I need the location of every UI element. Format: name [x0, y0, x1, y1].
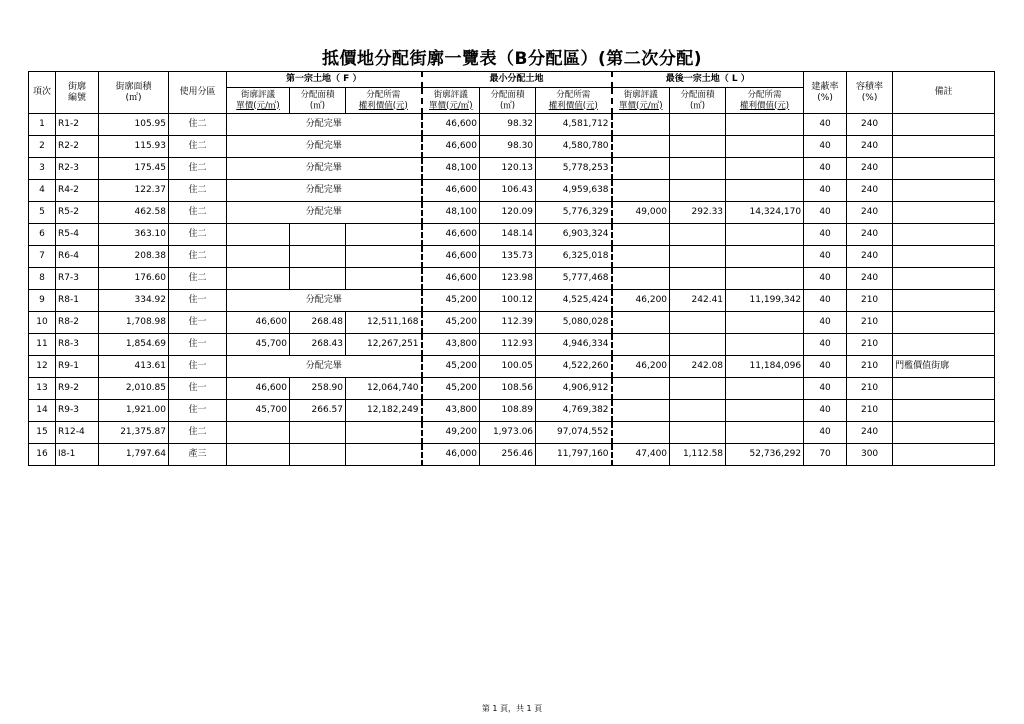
cell-first-price — [227, 224, 290, 246]
cell-last-value — [726, 312, 804, 334]
cell-far: 210 — [847, 290, 893, 312]
cell-item-no: 6 — [29, 224, 56, 246]
cell-first-price — [227, 444, 290, 466]
cell-last-area — [670, 136, 726, 158]
cell-coverage: 40 — [804, 114, 847, 136]
cell-last-value: 11,184,096 — [726, 356, 804, 378]
table-row — [29, 422, 995, 444]
cell-far: 240 — [847, 246, 893, 268]
cell-zone: 住一 — [169, 378, 227, 400]
cell-first-value: 12,064,740 — [346, 378, 422, 400]
cell-last-price — [612, 180, 670, 202]
cell-block-area: 1,854.69 — [99, 334, 169, 356]
cell-first-value — [346, 246, 422, 268]
cell-coverage: 40 — [804, 334, 847, 356]
cell-min-price: 46,600 — [422, 180, 480, 202]
cell-min-value: 4,906,912 — [536, 378, 612, 400]
cell-far: 240 — [847, 268, 893, 290]
cell-min-value: 4,525,424 — [536, 290, 612, 312]
cell-last-price — [612, 422, 670, 444]
header-block-no: 街廓 編號 — [56, 72, 99, 114]
cell-min-area: 135.73 — [480, 246, 536, 268]
cell-last-value — [726, 422, 804, 444]
cell-block-area: 122.37 — [99, 180, 169, 202]
header-l-value: 分配所需 權利價值(元) — [726, 88, 804, 114]
table-header — [29, 72, 995, 114]
cell-first-value: 12,511,168 — [346, 312, 422, 334]
cell-zone: 住一 — [169, 312, 227, 334]
cell-coverage: 40 — [804, 422, 847, 444]
cell-first-area — [290, 444, 346, 466]
cell-block-area: 1,708.98 — [99, 312, 169, 334]
cell-block-area: 176.60 — [99, 268, 169, 290]
cell-last-price: 46,200 — [612, 290, 670, 312]
cell-last-area — [670, 312, 726, 334]
cell-min-value: 4,946,334 — [536, 334, 612, 356]
cell-coverage: 70 — [804, 444, 847, 466]
cell-min-price: 45,200 — [422, 312, 480, 334]
cell-block-area: 413.61 — [99, 356, 169, 378]
cell-min-price: 43,800 — [422, 400, 480, 422]
table-row — [29, 180, 995, 202]
table-row — [29, 114, 995, 136]
cell-block-no: R8-3 — [56, 334, 99, 356]
cell-last-value — [726, 224, 804, 246]
cell-last-value — [726, 400, 804, 422]
cell-min-price: 46,600 — [422, 224, 480, 246]
cell-min-value: 4,581,712 — [536, 114, 612, 136]
header-far: 容積率 (%) — [847, 72, 893, 114]
table-row — [29, 224, 995, 246]
table-body — [29, 114, 995, 466]
cell-block-no: R9-3 — [56, 400, 99, 422]
cell-first-value — [346, 422, 422, 444]
cell-zone: 住二 — [169, 202, 227, 224]
cell-block-no: R4-2 — [56, 180, 99, 202]
cell-block-no: R12-4 — [56, 422, 99, 444]
cell-block-area: 462.58 — [99, 202, 169, 224]
cell-block-area: 105.95 — [99, 114, 169, 136]
header-m-area: 分配面積 (㎡) — [480, 88, 536, 114]
cell-far: 210 — [847, 400, 893, 422]
cell-min-price: 48,100 — [422, 202, 480, 224]
cell-first-price — [227, 246, 290, 268]
cell-last-value — [726, 114, 804, 136]
cell-min-price: 46,600 — [422, 246, 480, 268]
cell-last-area — [670, 246, 726, 268]
cell-item-no: 16 — [29, 444, 56, 466]
cell-min-area: 148.14 — [480, 224, 536, 246]
cell-block-no: I8-1 — [56, 444, 99, 466]
cell-far: 210 — [847, 312, 893, 334]
cell-min-value: 97,074,552 — [536, 422, 612, 444]
page-footer: 第 1 頁，共 1 頁 — [481, 704, 543, 713]
cell-last-area — [670, 158, 726, 180]
cell-item-no: 7 — [29, 246, 56, 268]
header-m-price: 街廓評議 單價(元/㎡) — [422, 88, 480, 114]
cell-first-price: 46,600 — [227, 378, 290, 400]
cell-far: 240 — [847, 180, 893, 202]
cell-remarks — [893, 114, 995, 136]
cell-coverage: 40 — [804, 136, 847, 158]
cell-min-area: 108.56 — [480, 378, 536, 400]
header-l-price: 街廓評議 單價(元/㎡) — [612, 88, 670, 114]
cell-min-area: 1,973.06 — [480, 422, 536, 444]
cell-zone: 住二 — [169, 268, 227, 290]
table-row — [29, 268, 995, 290]
cell-last-price — [612, 378, 670, 400]
cell-last-value: 14,324,170 — [726, 202, 804, 224]
cell-min-value: 4,769,382 — [536, 400, 612, 422]
cell-min-value: 6,325,018 — [536, 246, 612, 268]
cell-far: 240 — [847, 224, 893, 246]
cell-item-no: 1 — [29, 114, 56, 136]
cell-block-area: 1,797.64 — [99, 444, 169, 466]
cell-last-price — [612, 158, 670, 180]
cell-last-price — [612, 114, 670, 136]
cell-last-value — [726, 378, 804, 400]
cell-last-area — [670, 224, 726, 246]
cell-item-no: 4 — [29, 180, 56, 202]
cell-block-area: 2,010.85 — [99, 378, 169, 400]
cell-last-value — [726, 246, 804, 268]
cell-zone: 產三 — [169, 444, 227, 466]
cell-first-price: 46,600 — [227, 312, 290, 334]
header-remarks: 備註 — [893, 72, 995, 114]
cell-zone: 住二 — [169, 158, 227, 180]
cell-first-allocated-status: 分配完畢 — [227, 356, 422, 378]
cell-min-value: 6,903,324 — [536, 224, 612, 246]
cell-last-area — [670, 334, 726, 356]
cell-block-area: 175.45 — [99, 158, 169, 180]
cell-last-price — [612, 224, 670, 246]
cell-zone: 住一 — [169, 400, 227, 422]
header-f-area: 分配面積 (㎡) — [290, 88, 346, 114]
cell-first-allocated-status: 分配完畢 — [227, 158, 422, 180]
cell-min-price: 46,600 — [422, 114, 480, 136]
cell-remarks — [893, 378, 995, 400]
cell-min-price: 46,600 — [422, 268, 480, 290]
header-group-last: 最後一宗土地（ L ） — [612, 72, 804, 88]
cell-last-price — [612, 136, 670, 158]
cell-min-area: 98.32 — [480, 114, 536, 136]
cell-remarks — [893, 202, 995, 224]
cell-coverage: 40 — [804, 180, 847, 202]
cell-first-value — [346, 444, 422, 466]
cell-zone: 住一 — [169, 356, 227, 378]
cell-remarks: 門檻價值街廓 — [893, 356, 995, 378]
table-row — [29, 356, 995, 378]
header-zone: 使用分區 — [169, 72, 227, 114]
cell-item-no: 12 — [29, 356, 56, 378]
cell-min-value: 11,797,160 — [536, 444, 612, 466]
cell-min-area: 112.39 — [480, 312, 536, 334]
cell-item-no: 14 — [29, 400, 56, 422]
cell-last-price — [612, 268, 670, 290]
table-row — [29, 202, 995, 224]
cell-min-value: 4,580,780 — [536, 136, 612, 158]
cell-min-price: 46,600 — [422, 136, 480, 158]
cell-block-no: R5-4 — [56, 224, 99, 246]
cell-block-no: R9-1 — [56, 356, 99, 378]
cell-min-area: 100.12 — [480, 290, 536, 312]
cell-block-area: 1,921.00 — [99, 400, 169, 422]
header-m-value: 分配所需 權利價值(元) — [536, 88, 612, 114]
cell-coverage: 40 — [804, 224, 847, 246]
cell-coverage: 40 — [804, 268, 847, 290]
cell-block-area: 334.92 — [99, 290, 169, 312]
cell-zone: 住二 — [169, 136, 227, 158]
table-row — [29, 378, 995, 400]
cell-first-allocated-status: 分配完畢 — [227, 114, 422, 136]
cell-far: 210 — [847, 334, 893, 356]
cell-last-area — [670, 268, 726, 290]
cell-min-price: 45,200 — [422, 378, 480, 400]
cell-block-no: R2-2 — [56, 136, 99, 158]
cell-remarks — [893, 334, 995, 356]
cell-block-no: R5-2 — [56, 202, 99, 224]
cell-last-value — [726, 268, 804, 290]
cell-remarks — [893, 246, 995, 268]
cell-first-area — [290, 268, 346, 290]
cell-first-price: 45,700 — [227, 334, 290, 356]
cell-min-price: 49,200 — [422, 422, 480, 444]
cell-min-area: 98.30 — [480, 136, 536, 158]
cell-last-value: 52,736,292 — [726, 444, 804, 466]
cell-last-price — [612, 334, 670, 356]
cell-remarks — [893, 268, 995, 290]
cell-zone: 住一 — [169, 334, 227, 356]
cell-last-value — [726, 136, 804, 158]
header-l-area: 分配面積 (㎡) — [670, 88, 726, 114]
cell-min-area: 123.98 — [480, 268, 536, 290]
cell-block-area: 21,375.87 — [99, 422, 169, 444]
cell-last-area — [670, 400, 726, 422]
cell-first-allocated-status: 分配完畢 — [227, 136, 422, 158]
cell-first-area: 258.90 — [290, 378, 346, 400]
cell-last-area: 292.33 — [670, 202, 726, 224]
cell-far: 240 — [847, 136, 893, 158]
cell-first-value: 12,182,249 — [346, 400, 422, 422]
table-row — [29, 136, 995, 158]
table-row — [29, 246, 995, 268]
cell-remarks — [893, 224, 995, 246]
table-row — [29, 400, 995, 422]
cell-coverage: 40 — [804, 400, 847, 422]
cell-min-price: 43,800 — [422, 334, 480, 356]
cell-item-no: 9 — [29, 290, 56, 312]
cell-item-no: 11 — [29, 334, 56, 356]
cell-block-area: 363.10 — [99, 224, 169, 246]
cell-first-price — [227, 422, 290, 444]
cell-coverage: 40 — [804, 312, 847, 334]
cell-first-area — [290, 422, 346, 444]
page-title: 抵價地分配街廓一覽表（B分配區）(第二次分配) — [322, 49, 702, 69]
cell-last-price — [612, 400, 670, 422]
cell-zone: 住二 — [169, 114, 227, 136]
table-row — [29, 290, 995, 312]
cell-remarks — [893, 136, 995, 158]
cell-coverage: 40 — [804, 356, 847, 378]
cell-min-area: 108.89 — [480, 400, 536, 422]
header-group-first: 第一宗土地（ F ） — [227, 72, 422, 88]
cell-last-value — [726, 180, 804, 202]
cell-min-price: 48,100 — [422, 158, 480, 180]
table-row — [29, 444, 995, 466]
cell-first-value — [346, 268, 422, 290]
cell-last-area: 242.08 — [670, 356, 726, 378]
cell-min-value: 4,959,638 — [536, 180, 612, 202]
cell-last-area: 1,112.58 — [670, 444, 726, 466]
cell-last-price — [612, 312, 670, 334]
cell-min-value: 5,777,468 — [536, 268, 612, 290]
cell-remarks — [893, 180, 995, 202]
header-group-min: 最小分配土地 — [422, 72, 612, 88]
cell-min-area: 120.13 — [480, 158, 536, 180]
cell-zone: 住二 — [169, 246, 227, 268]
cell-item-no: 15 — [29, 422, 56, 444]
cell-min-area: 256.46 — [480, 444, 536, 466]
cell-block-no: R7-3 — [56, 268, 99, 290]
cell-last-area — [670, 378, 726, 400]
cell-block-no: R9-2 — [56, 378, 99, 400]
cell-last-value — [726, 158, 804, 180]
cell-last-area: 242.41 — [670, 290, 726, 312]
header-block-area: 街廓面積 (㎡) — [99, 72, 169, 114]
header-f-value: 分配所需 權利價值(元) — [346, 88, 422, 114]
cell-far: 240 — [847, 422, 893, 444]
header-coverage: 建蔽率 (%) — [804, 72, 847, 114]
cell-coverage: 40 — [804, 246, 847, 268]
cell-min-price: 46,000 — [422, 444, 480, 466]
cell-last-area — [670, 422, 726, 444]
cell-far: 240 — [847, 114, 893, 136]
cell-min-area: 120.09 — [480, 202, 536, 224]
cell-min-value: 5,080,028 — [536, 312, 612, 334]
cell-block-no: R1-2 — [56, 114, 99, 136]
cell-min-value: 4,522,260 — [536, 356, 612, 378]
cell-item-no: 13 — [29, 378, 56, 400]
cell-last-value: 11,199,342 — [726, 290, 804, 312]
cell-block-area: 208.38 — [99, 246, 169, 268]
cell-first-value — [346, 224, 422, 246]
cell-min-value: 5,778,253 — [536, 158, 612, 180]
cell-item-no: 8 — [29, 268, 56, 290]
cell-coverage: 40 — [804, 378, 847, 400]
cell-first-area: 268.43 — [290, 334, 346, 356]
cell-min-area: 106.43 — [480, 180, 536, 202]
cell-last-price: 47,400 — [612, 444, 670, 466]
cell-last-area — [670, 114, 726, 136]
cell-first-area: 268.48 — [290, 312, 346, 334]
header-f-price: 街廓評議 單價(元/㎡) — [227, 88, 290, 114]
cell-coverage: 40 — [804, 158, 847, 180]
cell-item-no: 3 — [29, 158, 56, 180]
cell-item-no: 5 — [29, 202, 56, 224]
cell-far: 210 — [847, 356, 893, 378]
cell-min-area: 112.93 — [480, 334, 536, 356]
cell-last-value — [726, 334, 804, 356]
cell-first-allocated-status: 分配完畢 — [227, 290, 422, 312]
cell-remarks — [893, 290, 995, 312]
cell-zone: 住二 — [169, 224, 227, 246]
table-row — [29, 334, 995, 356]
cell-item-no: 2 — [29, 136, 56, 158]
cell-block-no: R2-3 — [56, 158, 99, 180]
cell-remarks — [893, 400, 995, 422]
table-row — [29, 312, 995, 334]
cell-remarks — [893, 312, 995, 334]
cell-block-no: R8-1 — [56, 290, 99, 312]
cell-block-no: R8-2 — [56, 312, 99, 334]
cell-first-area: 266.57 — [290, 400, 346, 422]
cell-zone: 住二 — [169, 422, 227, 444]
cell-far: 240 — [847, 202, 893, 224]
cell-first-allocated-status: 分配完畢 — [227, 202, 422, 224]
cell-first-price: 45,700 — [227, 400, 290, 422]
cell-last-price: 46,200 — [612, 356, 670, 378]
cell-remarks — [893, 444, 995, 466]
cell-last-area — [670, 180, 726, 202]
cell-block-no: R6-4 — [56, 246, 99, 268]
cell-item-no: 10 — [29, 312, 56, 334]
cell-last-price — [612, 246, 670, 268]
cell-far: 210 — [847, 378, 893, 400]
cell-first-price — [227, 268, 290, 290]
cell-zone: 住二 — [169, 180, 227, 202]
cell-far: 240 — [847, 158, 893, 180]
cell-zone: 住一 — [169, 290, 227, 312]
cell-last-price: 49,000 — [612, 202, 670, 224]
cell-first-area — [290, 246, 346, 268]
cell-far: 300 — [847, 444, 893, 466]
cell-first-value: 12,267,251 — [346, 334, 422, 356]
allocation-table — [28, 71, 995, 466]
cell-min-price: 45,200 — [422, 356, 480, 378]
cell-first-area — [290, 224, 346, 246]
cell-min-value: 5,776,329 — [536, 202, 612, 224]
header-item-no: 項次 — [29, 72, 56, 114]
cell-first-allocated-status: 分配完畢 — [227, 180, 422, 202]
cell-coverage: 40 — [804, 290, 847, 312]
cell-min-area: 100.05 — [480, 356, 536, 378]
table-row — [29, 158, 995, 180]
cell-block-area: 115.93 — [99, 136, 169, 158]
cell-min-price: 45,200 — [422, 290, 480, 312]
cell-coverage: 40 — [804, 202, 847, 224]
cell-remarks — [893, 422, 995, 444]
cell-remarks — [893, 158, 995, 180]
